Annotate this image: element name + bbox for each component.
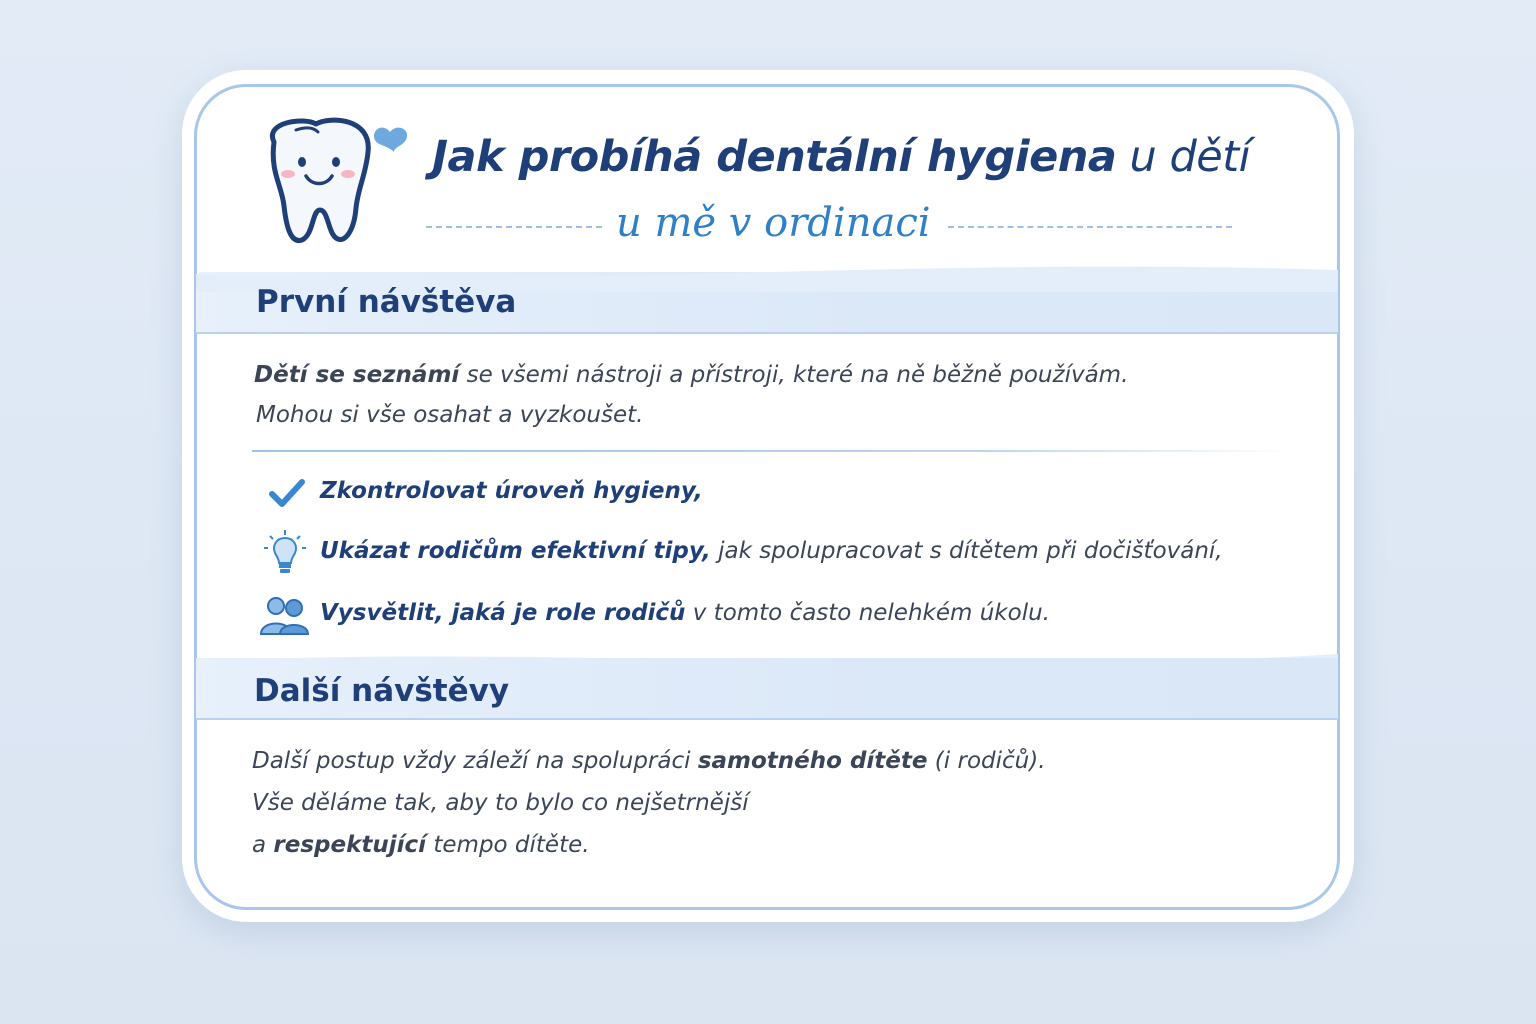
title-rest: u dětí xyxy=(1116,132,1251,182)
next-line-1-post: (i rodičů). xyxy=(927,748,1046,774)
parents-icon xyxy=(258,592,312,638)
section-divider xyxy=(252,450,1290,452)
list-item-rest: jak spolupracovat s dítětem při dočišťování, xyxy=(710,538,1223,564)
list-item-strong: Vysvětlit, jaká je role rodičů xyxy=(320,600,686,626)
subtitle-dash-left xyxy=(426,226,602,228)
next-line-2: Vše děláme tak, aby to bylo co nejšetrnější xyxy=(252,790,749,816)
list-item-parents-role xyxy=(258,592,1238,638)
section-title-next-visits: Další návštěvy xyxy=(254,673,510,709)
subtitle: u mě v ordinaci xyxy=(616,200,931,246)
intro-line-1-rest: se všemi nástroji a přístroji, které na ně běžně používám. xyxy=(459,362,1129,388)
section-title-first-visit: První návštěva xyxy=(256,284,517,320)
intro-line-1-bold: Dětí se seznámí xyxy=(254,362,460,388)
next-line-1-pre: Další postup vždy záleží na spolupráci xyxy=(252,748,698,774)
list-item-tips xyxy=(258,530,1238,576)
intro-line-2: Mohou si vše osahat a vyzkoušet. xyxy=(256,402,644,428)
next-line-3-pre: a xyxy=(252,832,274,858)
list-item-text xyxy=(320,478,703,504)
title-strong: Jak probíhá dentální hygiena xyxy=(432,132,1117,182)
next-line-3-post: tempo dítěte. xyxy=(426,832,590,858)
intro-line-1 xyxy=(254,362,1128,388)
list-item-text xyxy=(320,600,1050,626)
next-line-3-bold: respektující xyxy=(273,832,427,858)
next-line-3 xyxy=(252,832,590,858)
list-item-strong: Zkontrolovat úroveň hygieny, xyxy=(320,478,703,504)
list-item-check-hygiene xyxy=(258,470,1238,516)
lightbulb-icon xyxy=(258,530,312,576)
subtitle-row xyxy=(426,200,1236,254)
next-line-1 xyxy=(252,748,1046,774)
next-line-1-bold: samotného dítěte xyxy=(697,748,928,774)
page-title xyxy=(432,132,1252,182)
list-item-rest: v tomto často nelehkém úkolu. xyxy=(685,600,1050,626)
check-icon xyxy=(258,470,312,516)
tooth-mascot-icon xyxy=(244,112,424,252)
list-item-text xyxy=(320,538,1223,564)
subtitle-dash-right xyxy=(948,226,1232,228)
list-item-strong: Ukázat rodičům efektivní tipy, xyxy=(320,538,711,564)
